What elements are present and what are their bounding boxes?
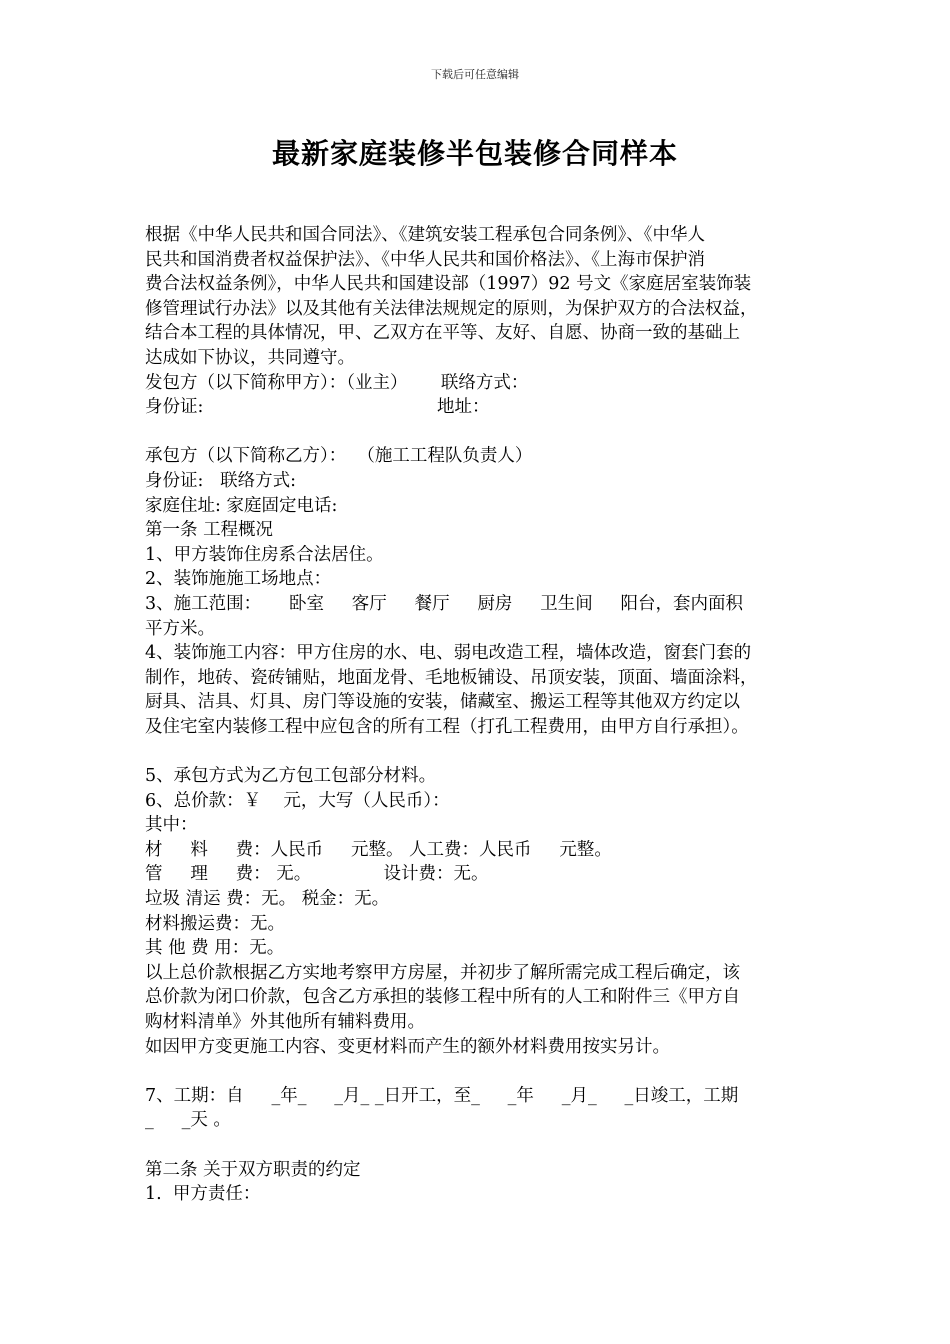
text-line: _ _天 。 xyxy=(145,1110,231,1131)
text-line: 1、甲方装饰住房系合法居住。 xyxy=(145,544,384,565)
text-line: 费合法权益条例》，中华人民共和国建设部（1997）92 号文《家庭居室装饰装 xyxy=(145,274,752,295)
text-line: 材 料 费：人民币 元整。 人工费：人民币 元整。 xyxy=(145,839,612,860)
text-line: 家庭住址: 家庭固定电话: xyxy=(145,495,338,516)
blank-line xyxy=(145,739,810,764)
blank-line xyxy=(145,1133,810,1158)
text-line: 其 他 费 用：无。 xyxy=(145,938,285,959)
text-line: 制作，地砖、瓷砖铺贴，地面龙骨、毛地板铺设、吊顶安装，顶面、墙面涂料， xyxy=(145,667,758,688)
text-line: 身份证: 地址： xyxy=(145,397,490,418)
text-line: 以上总价款根据乙方实地考察甲方房屋，并初步了解所需完成工程后确定，该 xyxy=(145,962,740,983)
text-line: 购材料清单》外其他所有辅料费用。 xyxy=(145,1012,425,1032)
document-title: 最新家庭装修半包装修合同样本 xyxy=(271,137,678,170)
text-line: 6、总价款：￥ 元，大写（人民币）： xyxy=(145,790,450,811)
text-line: 厨具、洁具、灯具、房门等设施的安装，储藏室、搬运工程等其他双方约定以 xyxy=(145,692,740,713)
blank-line xyxy=(145,420,810,445)
text-line: 材料搬运费：无。 xyxy=(145,913,285,934)
blank-line xyxy=(145,1059,810,1084)
text-line: 总价款为闭口价款，包含乙方承担的装修工程中所有的人工和附件三《甲方自 xyxy=(145,987,740,1008)
text-line: 发包方（以下简称甲方）：（业主） 联络方式： xyxy=(145,372,529,393)
text-line: 第二条 关于双方职责的约定 xyxy=(145,1159,361,1180)
text-line: 根据《中华人民共和国合同法》、《建筑安装工程承包合同条例》、《中华人 xyxy=(145,225,705,245)
text-line: 承包方（以下简称乙方）： （施工工程队负责人） xyxy=(145,446,533,467)
text-line: 平方米。 xyxy=(145,618,215,639)
text-line: 身份证: 联络方式: xyxy=(145,470,296,491)
document-body xyxy=(145,223,810,1207)
text-line: 结合本工程的具体情况，甲、乙双方在平等、友好、自愿、协商一致的基础上 xyxy=(145,323,740,344)
text-line: 3、施工范围： 卧室 客厅 餐厅 厨房 卫生间 阳台，套内面积 xyxy=(145,593,744,614)
text-line: 达成如下协议，共同遵守。 xyxy=(145,347,355,368)
text-line: 民共和国消费者权益保护法》、《中华人民共和国价格法》、《上海市保护消 xyxy=(145,249,705,270)
text-line: 2、装饰施施工场地点： xyxy=(145,569,332,590)
text-line: 5、承包方式为乙方包工包部分材料。 xyxy=(145,766,437,787)
text-line: 如因甲方变更施工内容、变更材料而产生的额外材料费用按实另计。 xyxy=(145,1036,670,1057)
text-line: 4、装饰施工内容：甲方住房的水、电、弱电改造工程，墙体改造，窗套门套的 xyxy=(145,643,752,664)
text-line: 其中： xyxy=(145,815,198,836)
text-line: 修管理试行办法》以及其他有关法律法规规定的原则，为保护双方的合法权益， xyxy=(145,298,758,319)
text-line: 第一条 工程概况 xyxy=(145,520,274,541)
text-line: 1. 甲方责任： xyxy=(145,1184,261,1205)
text-line: 管 理 费： 无。 设计费：无。 xyxy=(145,864,489,885)
text-line: 及住宅室内装修工程中应包含的所有工程（打孔工程费用，由甲方自行承担）。 xyxy=(145,716,749,737)
text-line: 7、工期：自 _年_ _月_ _日开工，至_ _年 _月_ _日竣工，工期 xyxy=(145,1085,739,1106)
header-note: 下载后可任意编辑 xyxy=(431,68,519,81)
text-line: 垃圾 清运 费：无。 税金：无。 xyxy=(145,889,390,910)
